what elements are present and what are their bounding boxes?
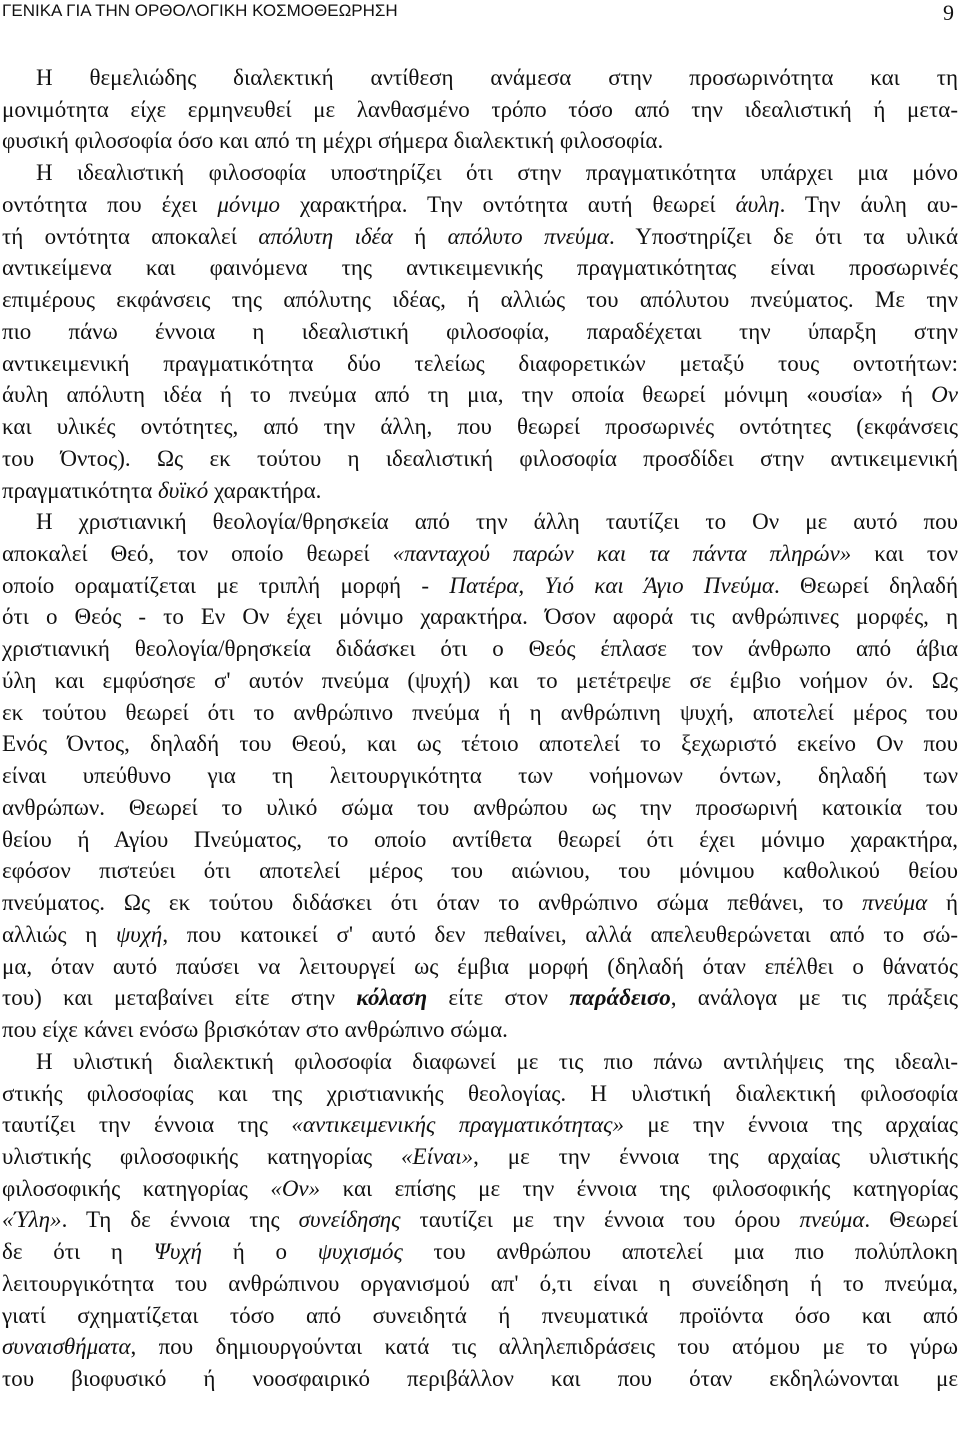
text-line: [0, 189, 960, 221]
emphasis-run: απόλυτη ιδέα: [258, 223, 393, 249]
emphasis-run: απόλυτο πνεύμα: [447, 223, 610, 249]
emphasis-run: Πατέρα, Υιό και Άγιο Πνεύμα: [449, 572, 774, 598]
text-run: οντότητα που έχει: [2, 191, 218, 217]
text-run: και τον: [851, 541, 958, 567]
text-run: ότι ο Θεός - το Εν Ον έχει μόνιμο χαρακτήρα. Όσον αφορά τις ανθρώπινες μορφές, η: [2, 604, 958, 630]
text-run: υλιστικής φιλοσοφικής κατηγορίας: [2, 1143, 402, 1169]
page-header: [0, 0, 960, 26]
text-line: [0, 601, 960, 633]
text-line: [0, 633, 960, 665]
text-line: [0, 951, 960, 983]
text-run: φιλοσοφικής κατηγορίας: [2, 1175, 271, 1201]
emphasis-run: κόλαση: [356, 985, 428, 1011]
emphasis-run: άυλη: [735, 191, 780, 217]
text-run: , ανάλογα με τις πράξεις: [670, 985, 958, 1011]
emphasis-run: ψυχισμός: [317, 1239, 403, 1265]
emphasis-run: παράδεισο: [569, 985, 671, 1011]
text-run: θείου ή Αγίου Πνεύματος, το οποίο αντίθετα θεωρεί ότι έχει μόνιμο χαρακτήρα,: [2, 826, 958, 852]
emphasis-run: «αντικειμενικής πραγματικότητας»: [291, 1112, 624, 1138]
text-line: [0, 792, 960, 824]
text-run: είτε στον: [427, 985, 570, 1011]
text-run: και υλικές οντότητες, από την άλλη, που θεωρεί προσωρινές οντότητες (εκφάνσεις: [2, 414, 958, 440]
text-run: χαρακτήρα. Την οντότητα αυτή θεωρεί: [280, 191, 736, 217]
text-run: Η χριστιανική θεολογία/θρησκεία από την άλλη ταυτίζει το Ον με αυτό που: [36, 509, 958, 535]
text-run: του ανθρώπου αποτελεί μια πιο πολύπλοκη: [402, 1239, 959, 1265]
text-line: [0, 221, 960, 253]
text-line: [0, 379, 960, 411]
running-title: ΓΕΝΙΚΑ ΓΙΑ ΤΗΝ ΟΡΘΟΛΟΓΙΚΗ ΚΟΣΜΟΘΕΩΡΗΣΗ: [2, 1, 398, 20]
text-run: αντικείμενα και φαινόμενα της αντικειμενικής πραγματικότητας είναι προσωρινές: [2, 255, 958, 281]
text-run: ταυτίζει την έννοια της: [2, 1112, 292, 1138]
text-line: [0, 1363, 960, 1395]
text-line: [0, 1141, 960, 1173]
text-run: ύλη και εμφύσησε σ' αυτόν πνεύμα (ψυχή) και το μετέτρεψε σε έμβιο νοήμον όν. Ως: [2, 667, 958, 693]
text-line: [0, 475, 960, 507]
text-run: . Θεωρεί: [864, 1207, 958, 1233]
emphasis-run: συνείδησης: [298, 1207, 401, 1233]
text-run: . Υποστηρίζει δε ότι τα υλικά: [609, 223, 958, 249]
text-run: αντικειμενική πραγματικότητα δύο τελείως διαφορετικών μεταξύ τους οντοτήτων:: [2, 350, 958, 376]
text-run: με την έννοια της αρχαίας: [624, 1112, 958, 1138]
emphasis-run: πνεύμα: [862, 890, 928, 916]
text-run: ή: [392, 223, 448, 249]
text-run: φυσική φιλοσοφία όσο και από τη μέχρι σήμερα διαλεκτική φιλοσοφία.: [2, 128, 664, 154]
text-run: ανθρώπων. Θεωρεί το υλικό σώμα του ανθρώπου ως την προσωρινή κατοικία του: [2, 794, 958, 820]
emphasis-run: «πανταχού παρών και τα πάντα πληρών»: [392, 541, 852, 567]
text-run: του βιοφυσικό ή νοοσφαιρικό περιβάλλον και που όταν εκδηλώνονται με: [2, 1366, 958, 1392]
text-run: ή ο: [201, 1239, 318, 1265]
text-line: [0, 1236, 960, 1268]
emphasis-run: ψυχή: [115, 921, 163, 947]
text-line: [0, 1268, 960, 1300]
text-run: και επίσης με την έννοια της φιλοσοφικής κατηγορίας: [320, 1175, 959, 1201]
text-run: στικής φιλοσοφίας και της χριστιανικής θεολογίας. Η υλιστική διαλεκτική φιλοσοφία: [2, 1080, 958, 1106]
text-run: Η ιδεαλιστική φιλοσοφία υποστηρίζει ότι στην πραγματικότητα υπάρχει μια μόνο: [36, 160, 958, 186]
emphasis-run: δυϊκό: [158, 477, 209, 503]
text-line: [0, 697, 960, 729]
text-line: [0, 252, 960, 284]
emphasis-run: μόνιμο: [217, 191, 281, 217]
body-text: [0, 62, 960, 1395]
emphasis-run: συναισθήματα: [2, 1334, 131, 1360]
text-run: δε ότι η: [2, 1239, 154, 1265]
text-line: [0, 284, 960, 316]
text-run: του) και μεταβαίνει είτε στην: [2, 985, 357, 1011]
text-line: [0, 1014, 960, 1046]
text-run: λειτουργικότητα του ανθρώπινου οργανισμού απ' ό,τι είναι η συνείδηση ή το πνεύμα,: [2, 1270, 958, 1296]
text-line: [0, 125, 960, 157]
text-run: που είχε κάνει ενόσω βρισκόταν στο ανθρώπινο σώμα.: [2, 1017, 508, 1043]
text-run: μονιμότητα είχε ερμηνευθεί με λανθασμένο τρόπο τόσο από την ιδεαλιστική ή μετα-: [2, 96, 958, 122]
text-run: Ενός Όντος, δηλαδή του Θεού, και ως τέτοιο αποτελεί το ξεχωριστό εκείνο Ον που: [2, 731, 958, 757]
text-line: [0, 1173, 960, 1205]
text-run: εφόσον πιστεύει ότι αποτελεί μέρος του αιώνιου, του μόνιμου καθολικού θείου: [2, 858, 958, 884]
text-line: [0, 665, 960, 697]
text-run: ή: [927, 890, 959, 916]
text-run: πιο πάνω έννοια η ιδεαλιστική φιλοσοφία, παραδέχεται την ύπαρξη στην: [2, 318, 958, 344]
text-run: άυλη απόλυτη ιδέα ή το πνεύμα από τη μια, την οποία θεωρεί μόνιμη «ουσία» ή: [2, 382, 932, 408]
text-run: γιατί σχηματίζεται τόσο από συνειδητά ή πνευματικά προϊόντα όσο και από: [2, 1302, 958, 1328]
text-run: χαρακτήρα.: [208, 477, 322, 503]
text-run: επιμέρους εκφάνσεις της απόλυτης ιδέας, ή αλλιώς του απόλυτου πνεύματος. Με την: [2, 287, 958, 313]
text-run: οποίο οραματίζεται με τριπλή μορφή -: [2, 572, 450, 598]
text-line: [0, 1078, 960, 1110]
text-run: ταυτίζει με την έννοια του όρου: [400, 1207, 800, 1233]
text-run: του Όντος). Ως εκ τούτου η ιδεαλιστική φιλοσοφία προσδίδει στην αντικειμενική: [2, 445, 958, 471]
text-line: [0, 94, 960, 126]
text-line: [0, 760, 960, 792]
text-line: [0, 62, 960, 94]
text-run: χριστιανική θεολογία/θρησκεία διδάσκει ότι ο Θεός έπλασε τον άνθρωπο από άβια: [2, 636, 958, 662]
text-line: [0, 411, 960, 443]
text-line: [0, 1109, 960, 1141]
text-run: Η θεμελιώδης διαλεκτική αντίθεση ανάμεσα στην προσωρινότητα και τη: [36, 65, 958, 90]
emphasis-run: «Ύλη»: [2, 1207, 62, 1233]
emphasis-run: «Ον»: [270, 1175, 321, 1201]
text-line: [0, 1204, 960, 1236]
text-run: . Τη δε έννοια της: [61, 1207, 299, 1233]
page-number: 9: [943, 0, 954, 25]
text-run: , που κατοικεί σ' αυτό δεν πεθαίνει, αλλά απελευθερώνεται από το σώ-: [162, 921, 958, 947]
text-line: [0, 824, 960, 856]
text-line: [0, 538, 960, 570]
text-line: [0, 348, 960, 380]
text-line: [0, 1300, 960, 1332]
text-line: [0, 1331, 960, 1363]
emphasis-run: πνεύμα: [799, 1207, 865, 1233]
text-line: [0, 157, 960, 189]
text-run: μα, όταν αυτό παύσει να λειτουργεί ως έμβια μορφή (δηλαδή όταν επέλθει ο θάνατός: [2, 953, 958, 979]
text-line: [0, 443, 960, 475]
text-run: αλλιώς η: [2, 921, 116, 947]
text-run: είναι υπεύθυνο για τη λειτουργικότητα των νοήμονων όντων, δηλαδή των: [2, 763, 958, 789]
text-run: εκ τούτου θεωρεί ότι το ανθρώπινο πνεύμα ή η ανθρώπινη ψυχή, αποτελεί μέρος του: [2, 699, 958, 725]
text-line: [0, 982, 960, 1014]
emphasis-run: «Είναι»: [401, 1143, 474, 1169]
text-run: αποκαλεί Θεό, τον οποίο θεωρεί: [2, 541, 393, 567]
text-run: Η υλιστική διαλεκτική φιλοσοφία διαφωνεί με τις πιο πάνω αντιλήψεις της ιδεαλι-: [36, 1048, 958, 1074]
text-line: [0, 570, 960, 602]
text-line: [0, 1046, 960, 1078]
text-line: [0, 855, 960, 887]
emphasis-run: Ψυχή: [153, 1239, 202, 1265]
text-run: πραγματικότητα: [2, 477, 159, 503]
text-line: [0, 506, 960, 538]
text-run: , με την έννοια της αρχαίας υλιστικής: [473, 1143, 958, 1169]
text-line: [0, 919, 960, 951]
text-line: [0, 728, 960, 760]
text-line: [0, 887, 960, 919]
text-line: [0, 316, 960, 348]
text-run: τή οντότητα αποκαλεί: [2, 223, 259, 249]
text-run: πνεύματος. Ως εκ τούτου διδάσκει ότι όταν το ανθρώπινο σώμα πεθάνει, το: [2, 890, 863, 916]
text-run: , που δημιουργούνται κατά τις αλληλεπιδράσεις του ατόμου με το γύρω: [130, 1334, 958, 1360]
emphasis-run: Ον: [931, 382, 958, 408]
text-run: . Θεωρεί δηλαδή: [774, 572, 959, 598]
text-run: . Την άυλη αυ-: [779, 191, 958, 217]
